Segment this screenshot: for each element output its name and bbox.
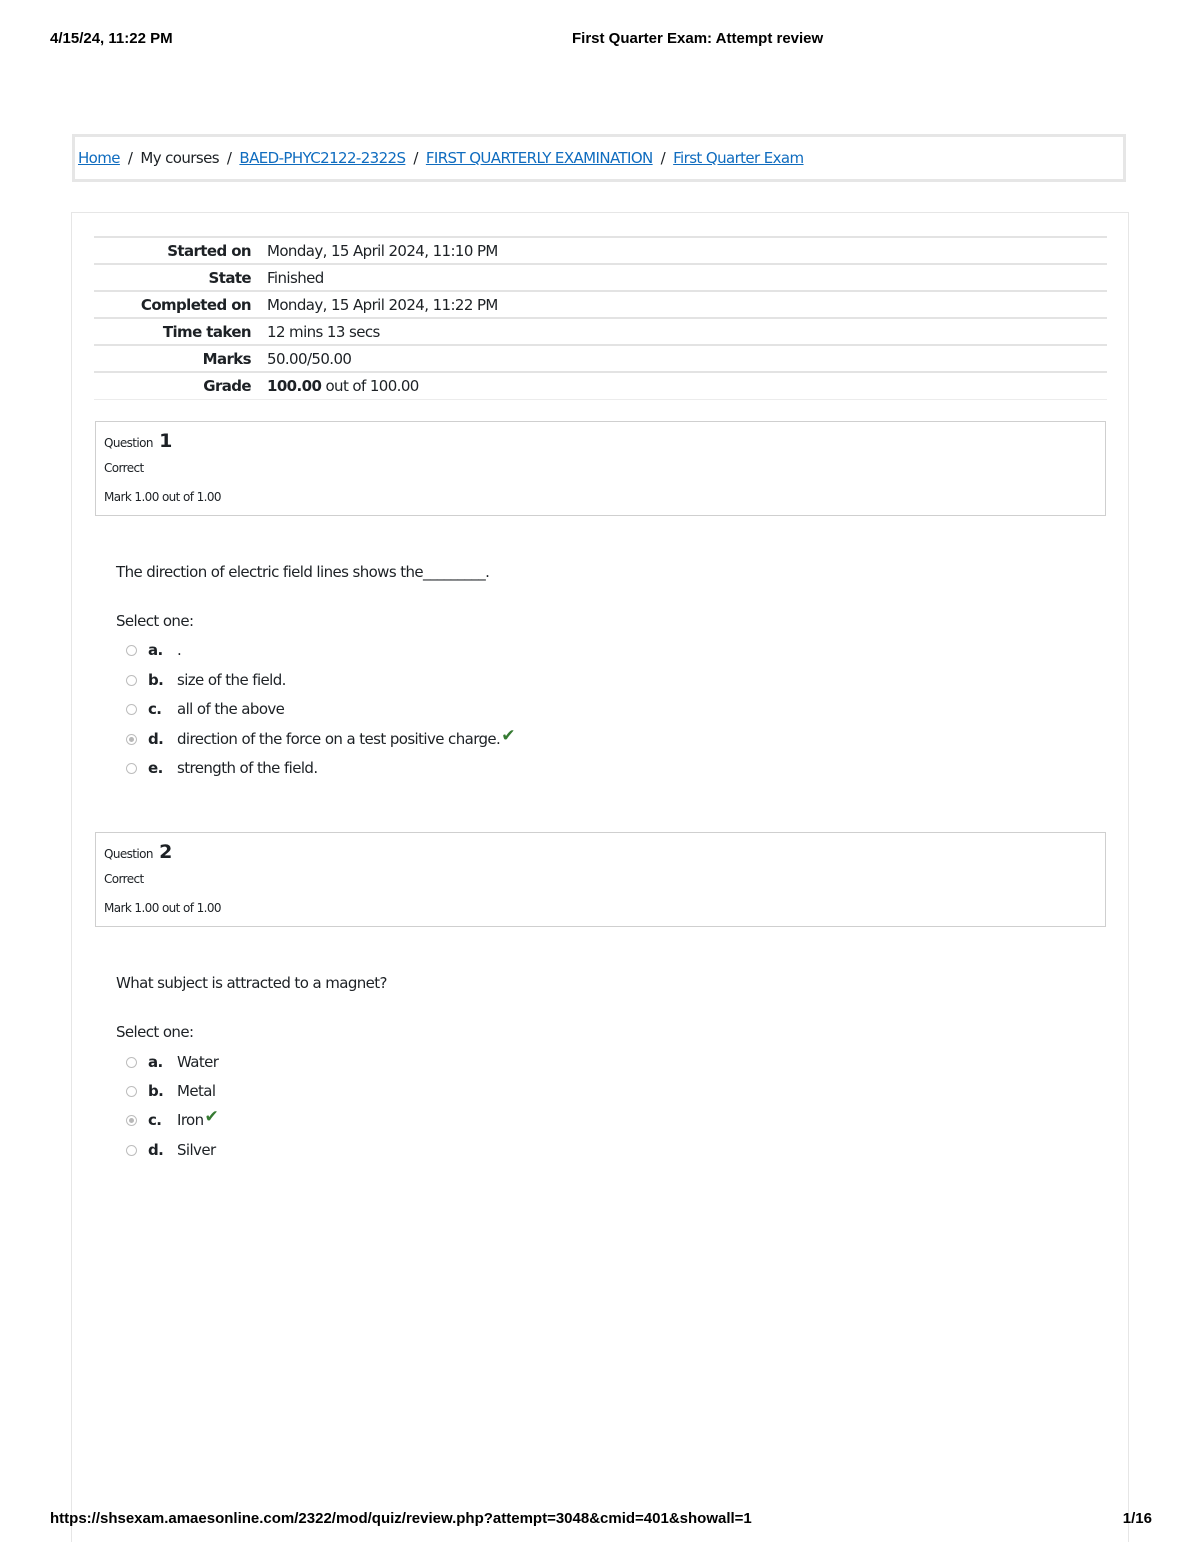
breadcrumb-quiz-link[interactable]: First Quarter Exam	[673, 149, 804, 167]
summary-label: Grade	[203, 376, 251, 395]
breadcrumb-home-link[interactable]: Home	[78, 149, 120, 167]
breadcrumb	[72, 134, 1126, 182]
radio-icon[interactable]	[126, 1057, 137, 1068]
answer-option-c[interactable]	[126, 1107, 219, 1130]
question-state: Correct	[104, 872, 144, 886]
summary-label: Time taken	[162, 322, 251, 341]
summary-value: Finished	[267, 268, 324, 287]
print-url: https://shsexam.amaesonline.com/2322/mod/quiz/review.php?attempt=3048&cmid=401&showall=1	[50, 1510, 752, 1527]
summary-row-marks	[94, 345, 1107, 372]
question-text: The direction of electric field lines shows the_________.	[116, 563, 490, 581]
radio-icon[interactable]	[126, 734, 137, 745]
question-number: 2	[159, 841, 172, 863]
radio-icon[interactable]	[126, 645, 137, 656]
option-letter: e.	[148, 759, 163, 777]
summary-row-time-taken	[94, 318, 1107, 345]
answer-option-b[interactable]	[126, 1081, 215, 1101]
option-text: Water	[177, 1053, 219, 1071]
answer-option-a[interactable]	[126, 640, 181, 660]
option-letter: d.	[148, 730, 164, 748]
answer-option-d[interactable]	[126, 726, 515, 749]
breadcrumb-my-courses: My courses	[140, 149, 219, 167]
answer-option-d[interactable]	[126, 1140, 216, 1160]
option-letter: d.	[148, 1141, 164, 1159]
summary-label: Started on	[167, 241, 251, 260]
breadcrumb-separator: /	[226, 149, 232, 167]
select-one-prompt: Select one:	[116, 1023, 194, 1041]
answer-option-e[interactable]	[126, 758, 318, 778]
print-title: First Quarter Exam: Attempt review	[572, 30, 824, 47]
option-letter: c.	[148, 700, 162, 718]
summary-row-grade	[94, 372, 1107, 399]
summary-value: Monday, 15 April 2024, 11:22 PM	[267, 295, 498, 314]
summary-value: 12 mins 13 secs	[267, 322, 380, 341]
option-text: strength of the field.	[177, 759, 318, 777]
question-number: 1	[159, 430, 172, 452]
summary-label: State	[208, 268, 251, 287]
question-state: Correct	[104, 461, 144, 475]
attempt-summary-table	[94, 236, 1107, 400]
summary-label: Marks	[202, 349, 251, 368]
question-text: What subject is attracted to a magnet?	[116, 974, 387, 992]
summary-row-state	[94, 264, 1107, 291]
question-label: Question	[104, 436, 153, 450]
summary-value: 50.00/50.00	[267, 349, 352, 368]
radio-icon[interactable]	[126, 675, 137, 686]
radio-icon[interactable]	[126, 763, 137, 774]
option-text: Metal	[177, 1082, 216, 1100]
question-grade: Mark 1.00 out of 1.00	[104, 490, 221, 504]
summary-label: Completed on	[140, 295, 251, 314]
print-datetime: 4/15/24, 11:22 PM	[50, 30, 173, 47]
option-text: all of the above	[177, 700, 285, 718]
question-grade: Mark 1.00 out of 1.00	[104, 901, 221, 915]
option-text: .	[177, 641, 182, 659]
summary-row-completed	[94, 291, 1107, 318]
question-1-info	[95, 421, 1106, 516]
answer-option-b[interactable]	[126, 670, 286, 690]
radio-icon[interactable]	[126, 1086, 137, 1097]
check-icon: ✔	[204, 1107, 219, 1127]
question-2-info	[95, 832, 1106, 927]
radio-icon[interactable]	[126, 704, 137, 715]
summary-value: Monday, 15 April 2024, 11:10 PM	[267, 241, 498, 260]
question-label: Question	[104, 847, 153, 861]
option-letter: b.	[148, 671, 164, 689]
breadcrumb-separator: /	[413, 149, 418, 167]
check-icon: ✔	[501, 726, 515, 746]
radio-icon[interactable]	[126, 1115, 137, 1126]
option-letter: a.	[148, 641, 163, 659]
option-text: size of the field.	[177, 671, 286, 689]
option-text: direction of the force on a test positive charge.	[177, 730, 501, 748]
summary-value	[259, 372, 1107, 399]
breadcrumb-separator: /	[660, 149, 666, 167]
radio-icon[interactable]	[126, 1145, 137, 1156]
print-page-number: 1/16	[1122, 1510, 1152, 1527]
answer-option-c[interactable]	[126, 699, 284, 719]
grade-value: 100.00	[267, 376, 322, 395]
option-letter: c.	[148, 1111, 162, 1129]
option-letter: a.	[148, 1053, 163, 1071]
select-one-prompt: Select one:	[116, 612, 194, 630]
answer-option-a[interactable]	[126, 1052, 218, 1072]
option-letter: b.	[148, 1082, 164, 1100]
breadcrumb-section-link[interactable]: FIRST QUARTERLY EXAMINATION	[425, 149, 653, 167]
breadcrumb-course-link[interactable]: BAED-PHYC2122-2322S	[239, 149, 406, 167]
breadcrumb-separator: /	[127, 149, 133, 167]
option-text: Iron	[177, 1111, 204, 1129]
summary-row-started	[94, 237, 1107, 264]
grade-out-of: out of 100.00	[321, 376, 419, 395]
option-text: Silver	[177, 1141, 216, 1159]
